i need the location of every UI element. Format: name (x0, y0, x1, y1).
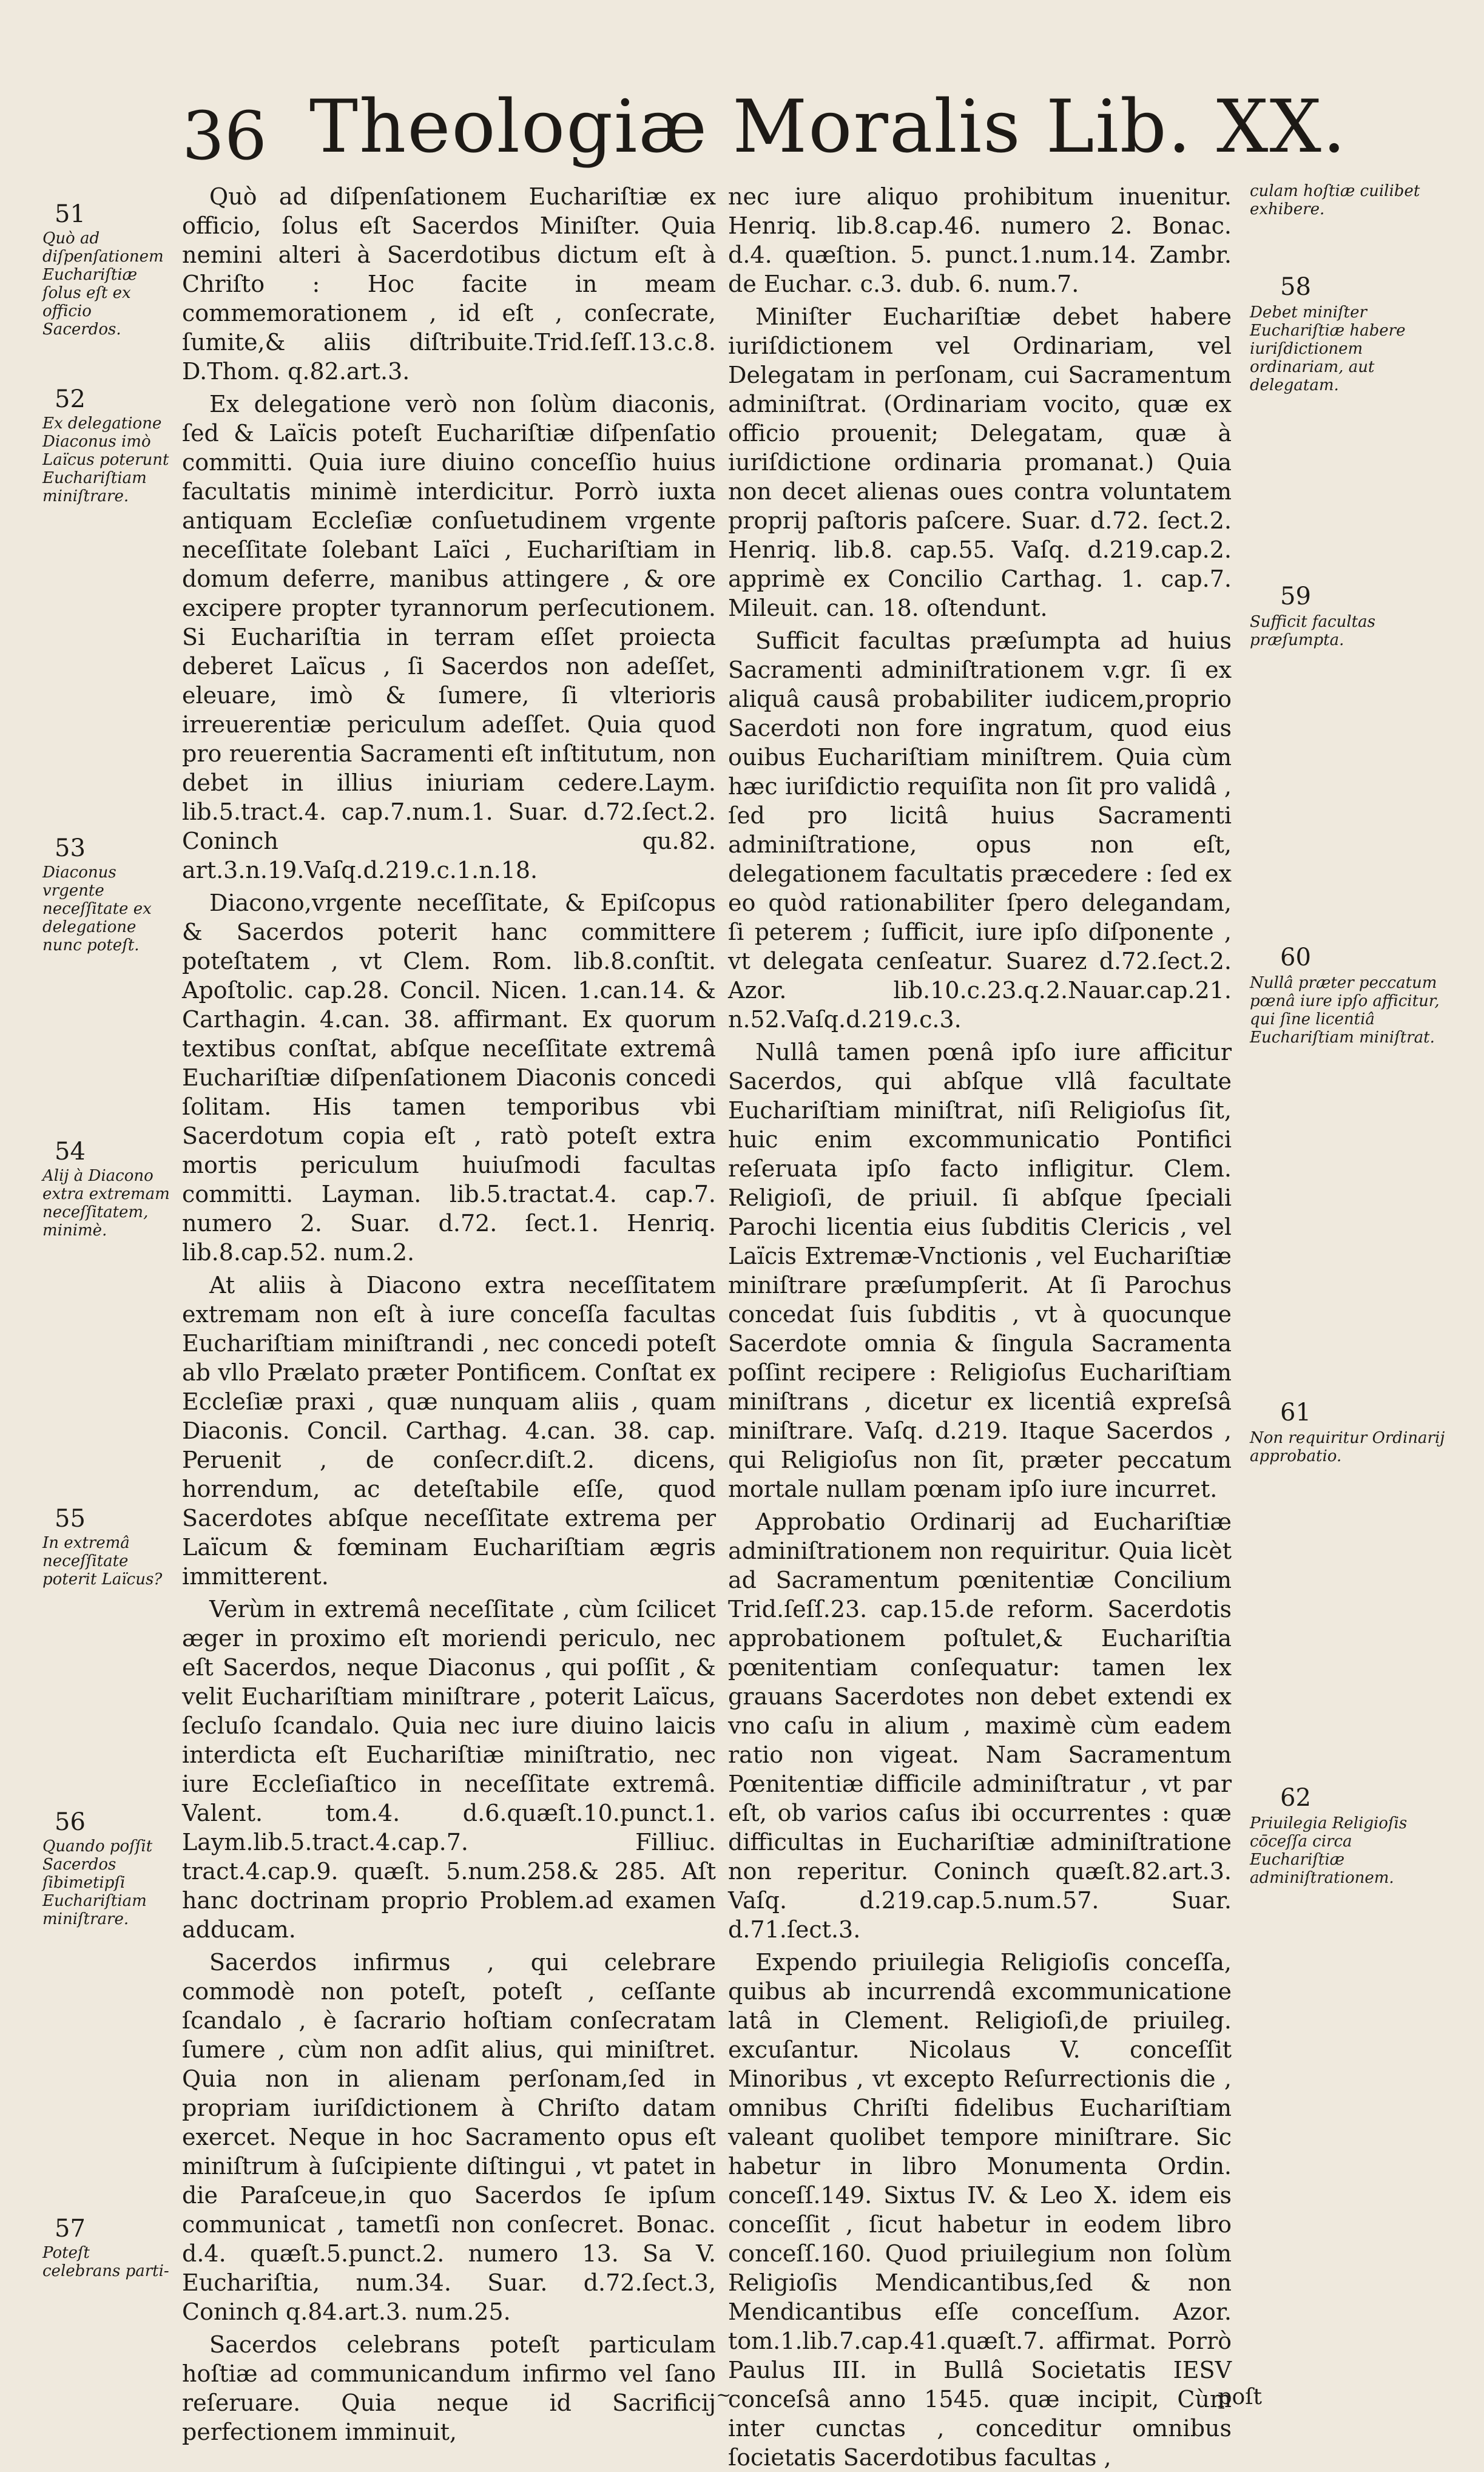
section-number: 58 (1280, 273, 1311, 301)
catchword: poſt (1218, 2385, 1262, 2410)
right-margin (1244, 182, 1456, 2427)
section-number: 52 (55, 385, 86, 413)
running-title: Theologiæ Moralis Lib. XX. (309, 85, 1347, 169)
section-number: 61 (1280, 1399, 1311, 1427)
margin-note: Quò ad diſpenſationem Euchariſtiæ ſolus eſt ex officio Sacerdos. (42, 229, 164, 339)
section-number: 55 (55, 1505, 86, 1533)
margin-note: culam hoſtiæ cuilibet exhibere. (1250, 182, 1420, 218)
paragraph: Sufficit facultas præſumpta ad huius Sacramenti adminiſtrationem v.gr. ſi ex aliquâ causâ probabiliter iudicem,proprio Sacerdoti non fore ingratum, quod eius ouibus Euchariſtiam miniſtrem. Quia cùm hæc iuriſdictio requiſita non ſit pro validâ , ſed pro licitâ huius Sacramenti adminiſtratione, opus non eſt, delegationem facultatis præcedere : ſed ex eo quòd rationabiliter ſpero delegandam, ſi peterem ; ſufficit, iure ipſo diſponente , vt delegata cenſeatur. Suarez d.72.ſect.2. Azor. lib.10.c.23.q.2.Nauar.cap.21. n.52.Vaſq.d.219.c.3. (728, 627, 1232, 1033)
margin-note: Sufficit facultas præſumpta. (1250, 613, 1375, 649)
page-header (182, 73, 1395, 176)
paragraph: nec iure aliquo prohibitum inuenitur. Henriq. lib.8.cap.46. numero 2. Bonac. d.4. quæſtion. 5. punct.1.num.14. Zambr. de Euchar. c.3. dub. 6. num.7. (728, 183, 1232, 297)
paragraph: Nullâ tamen pœnâ ipſo iure afficitur Sacerdos, qui abſque vllâ facultate Euchariſtiam miniſtrat, niſi Religioſus ſit, huic enim excommunicatio Pontifici reſeruata ipſo facto infligitur. Clem. Religioſi, de priuil. ſi abſque ſpeciali Parochi licentia eius ſubditis Clericis , vel Laïcis Extremæ-Vnctionis , vel Euchariſtiæ miniſtrare præſumpſerit. At ſi Parochus concedat ſuis ſubditis , vt à quocunque Sacerdote omnia & ſingula Sacramenta poſſint recipere : Religioſus Euchariſtiam miniſtrans , dicetur ex licentiâ expreſsâ miniſtrare. Vaſq. d.219. Itaque Sacerdos , qui Religioſus non ſit, præter peccatum mortale nullam pœnam ipſo iure incurret. (728, 1039, 1232, 1502)
paragraph: Sacerdos infirmus , qui celebrare commodè non poteſt, poteſt , ceſſante ſcandalo , è ſacrario hoſtiam conſecratam ſumere , cùm non adſit alius, qui miniſtret. Quia non in alienam perſonam,ſed in propriam iuriſdictionem à Chriſto datam exercet. Neque in hoc Sacramento opus eſt miniſtrum à ſuſcipiente diſtingui , vt patet in die Paraſceue,in quo Sacerdos ſe ipſum communicat , tametſi non conſecret. Bonac. d.4. quæſt.5.punct.2. numero 13. Sa V. Euchariſtia, num.34. Suar. d.72.ſect.3, Coninch q.84.art.3. num.25. (182, 1949, 716, 2325)
margin-note: In extremâ neceſſitate poterit Laïcus? (42, 1534, 163, 1589)
margin-note: Debet miniſter Euchariſtiæ habere iuriſdictionem ordinariam, aut delegatam. (1250, 303, 1406, 394)
section-number: 51 (55, 200, 86, 228)
text-column-right (728, 182, 1232, 2471)
paragraph: Diacono,vrgente neceſſitate, & Epiſcopus & Sacerdos poterit hanc committere poteſtatem , vt Clem. Rom. lib.8.conſtit. Apoſtolic. cap.28. Concil. Nicen. 1.can.14. & Carthagin. 4.can. 38. affirmant. Ex quorum textibus conſtat, abſque neceſſitate extremâ Euchariſtiæ diſpenſationem Diaconis concedi ſolitam. His tamen temporibus vbi Sacerdotum copia eſt , ratò poteſt extra mortis periculum huiuſmodi facultas committi. Layman. lib.5.tractat.4. cap.7. numero 2. Suar. d.72. ſect.1. Henriq. lib.8.cap.52. num.2. (182, 890, 716, 1266)
paragraph: Quò ad diſpenſationem Euchariſtiæ ex officio, ſolus eſt Sacerdos Miniſter. Quia nemini alteri à Sacerdotibus dictum eſt à Chriſto : Hoc facite in meam commemorationem , id eſt , conſecrate, ſumite,& aliis diſtribuite.Trid.ſeſſ.13.c.8. D.Thom. q.82.art.3. (182, 183, 716, 385)
paragraph: Expendo priuilegia Religioſis conceſſa, quibus ab incurrendâ excommunicatione latâ in Clement. Religioſi,de priuileg. excuſantur. Nicolaus V. conceſſit Minoribus , vt excepto Reſurrectionis die , omnibus Chriſti fidelibus Euchariſtiam valeant quolibet tempore miniſtrare. Sic habetur in libro Monumenta Ordin. conceſſ.149. Sixtus IV. & Leo X. idem eis conceſſit , ſicut habetur in eodem libro conceſſ.160. Quod priuilegium non ſolùm Religioſis Mendicantibus,ſed & non Mendicantibus eſſe conceſſum. Azor. tom.1.lib.7.cap.41.quæſt.7. affirmat. Porrò Paulus III. in Bullâ Societatis IESV conceſsâ anno 1545. quæ incipit, Cùm inter cunctas , conceditur omnibus ſocietatis Sacerdotibus facultas , (728, 1949, 1232, 2471)
section-number: 62 (1280, 1784, 1311, 1812)
paragraph: Verùm in extremâ neceſſitate , cùm ſcilicet æger in proximo eſt moriendi periculo, nec eſt Sacerdos, neque Diaconus , qui poſſit , & velit Euchariſtiam miniſtrare , poterit Laïcus, ſecluſo ſcandalo. Quia nec iure diuino laicis interdicta eſt Euchariſtiæ miniſtratio, nec iure Eccleſiaſtico in neceſſitate extremâ. Valent. tom.4. d.6.quæſt.10.punct.1. Laym.lib.5.tract.4.cap.7. Filliuc. tract.4.cap.9. quæſt. 5.num.258.& 285. Aſt hanc doctrinam proprio Problem.ad examen adducam. (182, 1596, 716, 1943)
section-number: 57 (55, 2215, 86, 2243)
paragraph: Ex delegatione verò non ſolùm diaconis, ſed & Laïcis poteſt Euchariſtiæ diſpenſatio committi. Quia iure diuino conceſſio huius facultatis minimè interdicitur. Porrò iuxta antiquam Eccleſiæ conſuetudinem vrgente neceſſitate ſolebant Laïci , Euchariſtiam in domum deferre, manibus attingere , & ore excipere propter tyrannorum perſecutionem. Si Euchariſtia in terram eſſet proiecta deberet Laïcus , ſi Sacerdos non adeſſet, eleuare, imò & ſumere, ſi vlterioris irreuerentiæ periculum adeſſet. Quia quod pro reuerentia Sacramenti eſt inſtitutum, non debet in illius iniuriam cedere.Laym. lib.5.tract.4. cap.7.num.1. Suar. d.72.ſect.2. Coninch qu.82. art.3.n.19.Vaſq.d.219.c.1.n.18. (182, 391, 716, 883)
paragraph: Miniſter Euchariſtiæ debet habere iuriſdictionem vel Ordinariam, vel Delegatam in perſonam, cui Sacramentum adminiſtrat. (Ordinariam vocito, quæ ex officio prouenit; Delegatam, quæ à iuriſdictione ordinaria promanat.) Quia non decet alienas oues contra voluntatem proprij paſtoris paſcere. Suar. d.72. ſect.2. Henriq. lib.8. cap.55. Vaſq. d.219.cap.2. apprimè ex Concilio Carthag. 1. cap.7. Mileuit. can. 18. oſtendunt. (728, 303, 1232, 621)
section-number: 60 (1280, 944, 1311, 971)
section-number: 56 (55, 1808, 86, 1836)
section-number: 59 (1280, 583, 1311, 610)
paragraph: Approbatio Ordinarij ad Euchariſtiæ adminiſtrationem non requiritur. Quia licèt ad Sacramentum pœnitentiæ Concilium Trid.ſeſſ.23. cap.15.de reform. Sacerdotis approbationem poſtulet,& Euchariſtia pœnitentiam conſequatur: tamen lex grauans Sacerdotes non debet extendi ex vno caſu in alium , maximè cùm eadem ratio non vigeat. Nam Sacramentum Pœnitentiæ difficile adminiſtratur , vt par eſt, ob varios caſus ibi occurrentes : quæ difficultas in Euchariſtiæ adminiſtratione non reperitur. Coninch quæſt.82.art.3. Vaſq. d.219.cap.5.num.57. Suar. d.71.ſect.3. (728, 1508, 1232, 1943)
paragraph: At aliis à Diacono extra neceſſitatem extremam non eſt à iure conceſſa facultas Euchariſtiam miniſtrandi , nec concedi poteſt ab vllo Prælato præter Pontificem. Conſtat ex Eccleſiæ praxi , quæ nunquam aliis , quam Diaconis. Concil. Carthag. 4.can. 38. cap. Peruenit , de conſecr.diſt.2. dicens, horrendum, ac deteſtabile eſſe, quod Sacerdotes abſque neceſſitate extrema per Laïcum & fœminam Euchariſtiam ægris immitterent. (182, 1272, 716, 1590)
section-number: 54 (55, 1138, 86, 1166)
page-footer (716, 2385, 1262, 2415)
margin-note: Non requiritur Ordinarij approbatio. (1250, 1429, 1445, 1465)
margin-note: Nullâ præter peccatum pœnâ iure ipſo afficitur, qui ſine licentiâ Euchariſtiam miniſtrat. (1250, 974, 1440, 1047)
left-margin (42, 182, 176, 2427)
margin-note: Diaconus vrgente neceſſitate ex delegatione nunc poteſt. (42, 863, 152, 954)
paragraph: Sacerdos celebrans poteſt particulam hoſtiæ ad communicandum infirmo vel ſano reſeruare. Quia neque id Sacrificij perfectionem imminuit, (182, 2331, 716, 2445)
section-number: 53 (55, 834, 86, 862)
ornament: ~ (716, 2385, 732, 2406)
margin-note: Poteſt celebrans parti- (42, 2244, 169, 2280)
margin-note: Priuilegia Religioſis cōceſſa circa Euchariſtiæ adminiſtrationem. (1250, 1814, 1408, 1887)
margin-note: Ex delegatione Diaconus imò Laïcus poterunt Euchariſtiam miniſtrare. (42, 414, 169, 505)
margin-note: Quando poſſit Sacerdos ſibimetipſi Euchariſtiam miniſtrare. (42, 1837, 153, 1928)
page-number: 36 (182, 97, 267, 175)
text-column-left (182, 182, 716, 2445)
margin-note: Alij à Diacono extra extremam neceſſitatem, minimè. (42, 1167, 170, 1240)
